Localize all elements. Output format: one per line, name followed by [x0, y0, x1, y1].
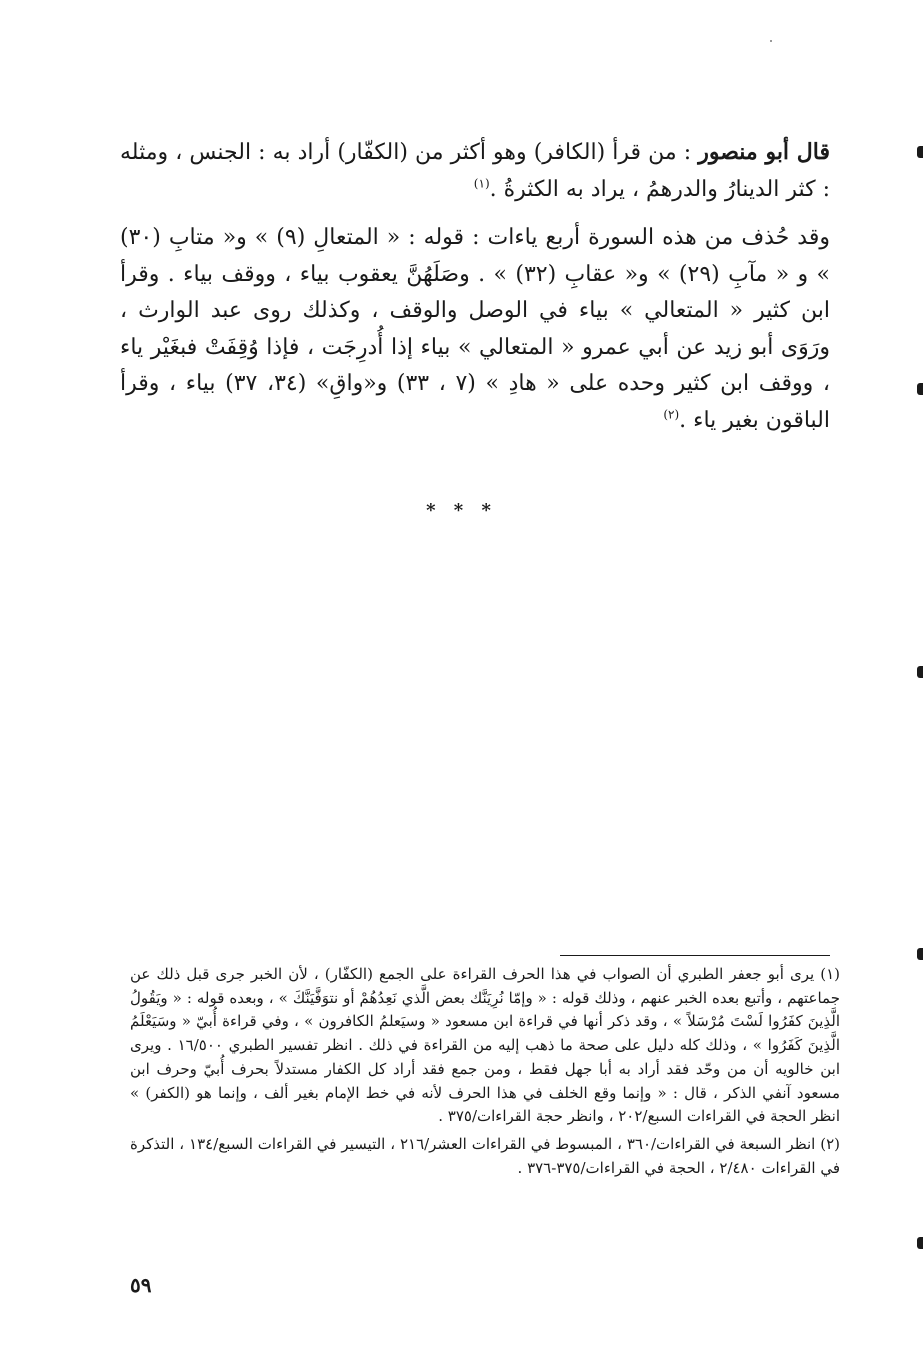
- scan-edge-mark: [917, 948, 923, 960]
- footnote-2: (٢) انظر السبعة في القراءات/٣٦٠ ، المبسوط في القراءات العشر/٢١٦ ، التيسير في القراءات السبع/١٣٤ ، التذكرة في القراءات ٢/٤٨٠ ، الحجة في القراءات/٣٧٥-٣٧٦ .: [130, 1134, 841, 1177]
- footnote-1: (١) يرى أبو جعفر الطبري أن الصواب في هذا الحرف القراءة على الجمع (الكفّار) ، لأن الخبر جرى قبل ذلك عن جماعتهم ، وأتبع بعده الخبر عنهم ، وذلك قوله : « وإمّا نُرِيَنَّك بعض الَّذي نَعِدُهُمْ أو نتوَفَّيَنَّكَ » ، وبعده قوله : « ويَقُولُ الَّذِينَ كفَرُوا لَسْتَ مُرْسَلاً » ، وقد ذكر أنها في قراءة ابن مسعود « وسيَعلمُ الكافرون » ، وفي قراءة أُبيّ « وسَيَعْلَمُ الَّذِينَ كَفَرُوا » ، وذلك كله دليل على صحة ما ذهب إليه من القراءة في ذلك . انظر تفسير الطبري ١٦/٥٠٠ . ويرى ابن خالويه أن من وحّد فقد أراد به أبا جهل فقط ، ومن جمع فقد أراد كل الكفار مستدلاً بحرف أُبيّ وحرف ابن مسعود آنفي الذكر ، قال : « وإنما وقع الخلف في هذا الحرف لأنه في خط الإمام بغير ألف ، وإنما هو (الكفر) » انظر الحجة في القراءات السبع/٢٠٢ ، وانظر حجة القراءات/٣٧٥ .: [130, 965, 840, 1126]
- footnote-ref-2: (٢): [663, 407, 680, 422]
- footnote-rule: [560, 955, 830, 956]
- paragraph-text: : من قرأ (الكافر) وهو أكثر من (الكفّار) أراد به : الجنس ، ومثله : كثر الدينارُ والدرهمُ ، يراد به الكثرةُ .: [120, 140, 830, 202]
- scan-edge-mark: [917, 1237, 923, 1249]
- paragraph-2: [120, 220, 830, 439]
- scan-edge-mark: [917, 146, 923, 158]
- main-text: [120, 134, 830, 439]
- section-separator: * * *: [426, 500, 497, 521]
- paragraph-text: وقد حُذف من هذه السورة أربع ياءات : قوله : « المتعالِ (٩) » و« متابِ (٣٠) » و « مآبِ (٢٩) » و« عقابِ (٣٢) » . وصَلَهُنَّ يعقوب بياء ، ووقف بياء . وقرأ ابن كثير « المتعالي » بياء في الوصل والوقف ، وكذلك روى عبد الوارث ، ورَوَى أبو زيد عن أبي عمرو « المتعالي » بياء إذا أُدرِجَت ، فإذا وُقِفَتْ فبغَيْر ياء ، ووقف ابن كثير وحده على « هادِ » (٧ ، ٣٣) و«واقِ» (٣٤، ٣٧) بياء ، وقرأ الباقون بغير ياء .: [120, 225, 830, 433]
- scan-speck: [770, 40, 772, 42]
- footnotes: [130, 963, 840, 1180]
- paragraph-1: [120, 134, 830, 208]
- scan-edge-mark: [917, 666, 923, 678]
- paragraph-lead: قال أبو منصور: [698, 139, 830, 165]
- page-number: ٥٩: [130, 1273, 152, 1297]
- footnote-ref-1: (١): [473, 176, 490, 191]
- scan-edge-mark: [917, 383, 923, 395]
